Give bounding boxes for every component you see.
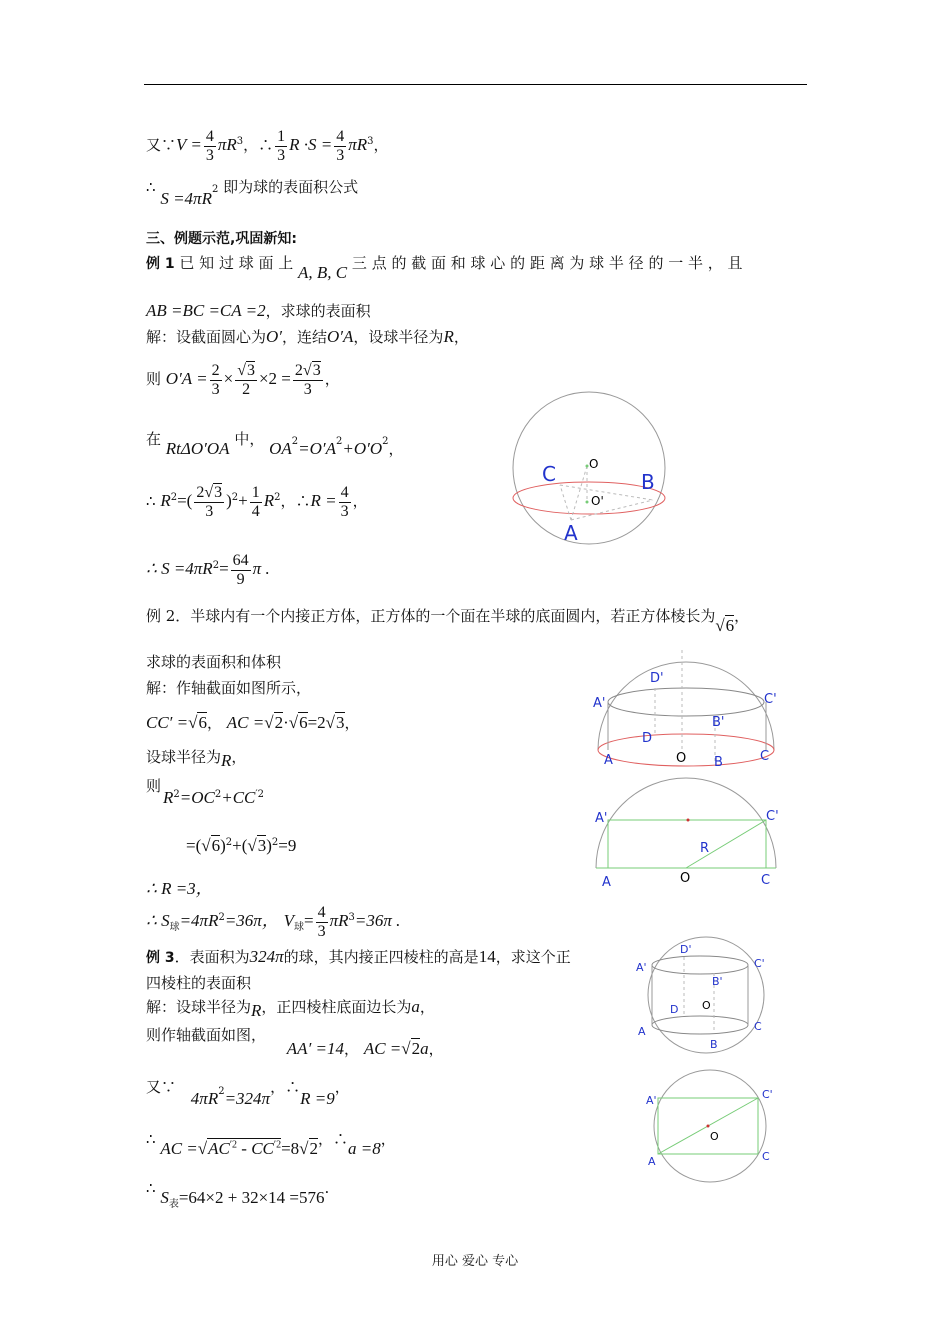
label-O: O	[680, 871, 691, 886]
label-B-prime: B'	[712, 715, 725, 730]
r1-line: ∴ $R^2=$( $\frac{2√3}{3}$ )$^2$+ $\frac{1}{4}$ $R^2$，∴R = $\frac{4}{3}$ ，	[146, 484, 368, 520]
example3-line: 例 3．表面积为324π的球，其内接正四棱柱的高是14，求这个正	[146, 947, 571, 966]
set2-line: 设球半径为R，	[146, 748, 247, 770]
label-A: A	[648, 1155, 656, 1168]
label-C: C	[754, 1020, 762, 1033]
then2-line: 则	[146, 777, 162, 795]
label-D: D	[670, 1003, 679, 1016]
r2-value-line: $=(√6)^2+(√3)^2=9$	[186, 836, 297, 855]
label-O-prime: O'	[591, 494, 604, 508]
then3-line: 则作轴截面如图， AA′ =14， AC =√2a，	[146, 1026, 444, 1058]
math: πR	[217, 135, 237, 155]
example1-line2: AB =BC =CA =2，求球的表面积	[146, 301, 371, 320]
fraction: $\frac{1}{3}$	[277, 128, 286, 164]
s2-line: ∴ $S_球=4\pi R^2=36\pi$， $V_球=$ $\frac{4}{3}$ $\pi R^3=36\pi$ .	[146, 904, 401, 940]
figure-axial-section	[590, 770, 785, 890]
r2-result: ∴ R =3，	[146, 879, 213, 898]
label-C-prime: C'	[754, 957, 765, 970]
label-A-prime: A'	[646, 1094, 657, 1107]
label-D: D	[642, 731, 653, 746]
label-A: A	[602, 875, 611, 890]
figure-sphere-section	[505, 390, 675, 550]
label-C: C	[761, 873, 771, 888]
surface-formula-line: ∴ $S =4\pi R^2$ 即为球的表面积公式	[146, 178, 359, 208]
label-B: B	[641, 470, 655, 494]
r2-line: $R^2=OC^2+CC^{'2}$	[163, 788, 265, 807]
label-O: O	[676, 751, 687, 766]
label-B-prime: B'	[712, 975, 723, 988]
label-A-prime: A'	[593, 696, 606, 711]
label-A: A	[564, 521, 578, 545]
figure-sphere-prism	[634, 935, 779, 1060]
text: 又∵	[146, 136, 177, 155]
label-O: O	[710, 1130, 719, 1143]
label-B: B	[714, 755, 723, 770]
label-C: C	[542, 462, 556, 486]
then1-line: 则 O′A = $\frac{2}{3}$ × $\frac{√3}{2}$ ×2 = $\frac{2√3}{3}$ ，	[146, 362, 340, 398]
label-A: A	[638, 1025, 646, 1038]
figure-hemisphere-cube	[590, 650, 785, 775]
example2-line2: 求球的表面积和体积	[146, 653, 282, 671]
label-C: C	[762, 1150, 770, 1163]
in1-line: 在 RtΔO′OA 中， $OA^2=O'A^2+O'O^2$，	[146, 430, 404, 458]
math: V =	[176, 135, 202, 155]
figure-circle-section	[644, 1066, 784, 1186]
ac3-line: ∴ AC $=√AC^{'2} - CC^{'2}=8√2$，∴a =8，	[146, 1130, 396, 1158]
footer: 用心 爱心 专心	[431, 1254, 519, 1269]
solution1-line: 解：设截面圆心为O′，连结O′A，设球半径为R，	[146, 327, 469, 346]
label-R: R	[700, 841, 710, 856]
label-C: C	[760, 749, 770, 764]
cc-line: CC′ =√6， AC =√2·√6=2√3，	[146, 713, 360, 732]
label-C-prime: C'	[764, 692, 777, 707]
header-rule	[144, 84, 807, 85]
also3-line: 又∵ $4\pi R^2=324\pi$，∴R =9，	[146, 1078, 350, 1108]
fraction: $\frac{4}{3}$	[336, 128, 345, 164]
label-A-prime: A'	[636, 961, 647, 974]
label-C-prime: C'	[762, 1088, 773, 1101]
solution2-line: 解：作轴截面如图所示，	[146, 679, 312, 697]
fraction: $\frac{4}{3}$	[205, 128, 214, 164]
label-O: O	[702, 999, 711, 1012]
s3-line: ∴ $S_表=64\times 2 + 32\times 14 =576$.	[146, 1179, 330, 1210]
label-O: O	[589, 457, 599, 471]
label-D-prime: D'	[650, 671, 664, 686]
example3-line2: 四棱柱的表面积	[146, 974, 252, 992]
label-A-prime: A'	[595, 811, 608, 826]
label-B: B	[710, 1038, 718, 1051]
label-C-prime: C'	[766, 809, 779, 824]
label-A: A	[604, 753, 613, 768]
volume-formula-line: 又∵V = $\frac{4}{3}$ $\pi R^3$，∴ $\frac{1}{3}$ R ·S = $\frac{4}{3}$ $\pi R^3$，	[146, 128, 389, 164]
solution3-line: 解：设球半径为R，正四棱柱底面边长为a，	[146, 997, 435, 1020]
section-heading: 三、例题示范,巩固新知:	[146, 231, 297, 247]
example2-line: 例 2．半球内有一个内接正方体，正方体的一个面在半球的底面圆内，若正方体棱长为√6，	[146, 607, 750, 635]
example1-line: 例 1 已 知 过 球 面 上 A, B, C 三 点 的 截 面 和 球 心 的 距 离 为 球 半 径 的 一 半 ， 且	[146, 254, 743, 282]
s1-line: ∴ $S =4\pi R^2=$ $\frac{64}{9}$ π .	[146, 552, 270, 588]
label-D-prime: D'	[680, 943, 692, 956]
